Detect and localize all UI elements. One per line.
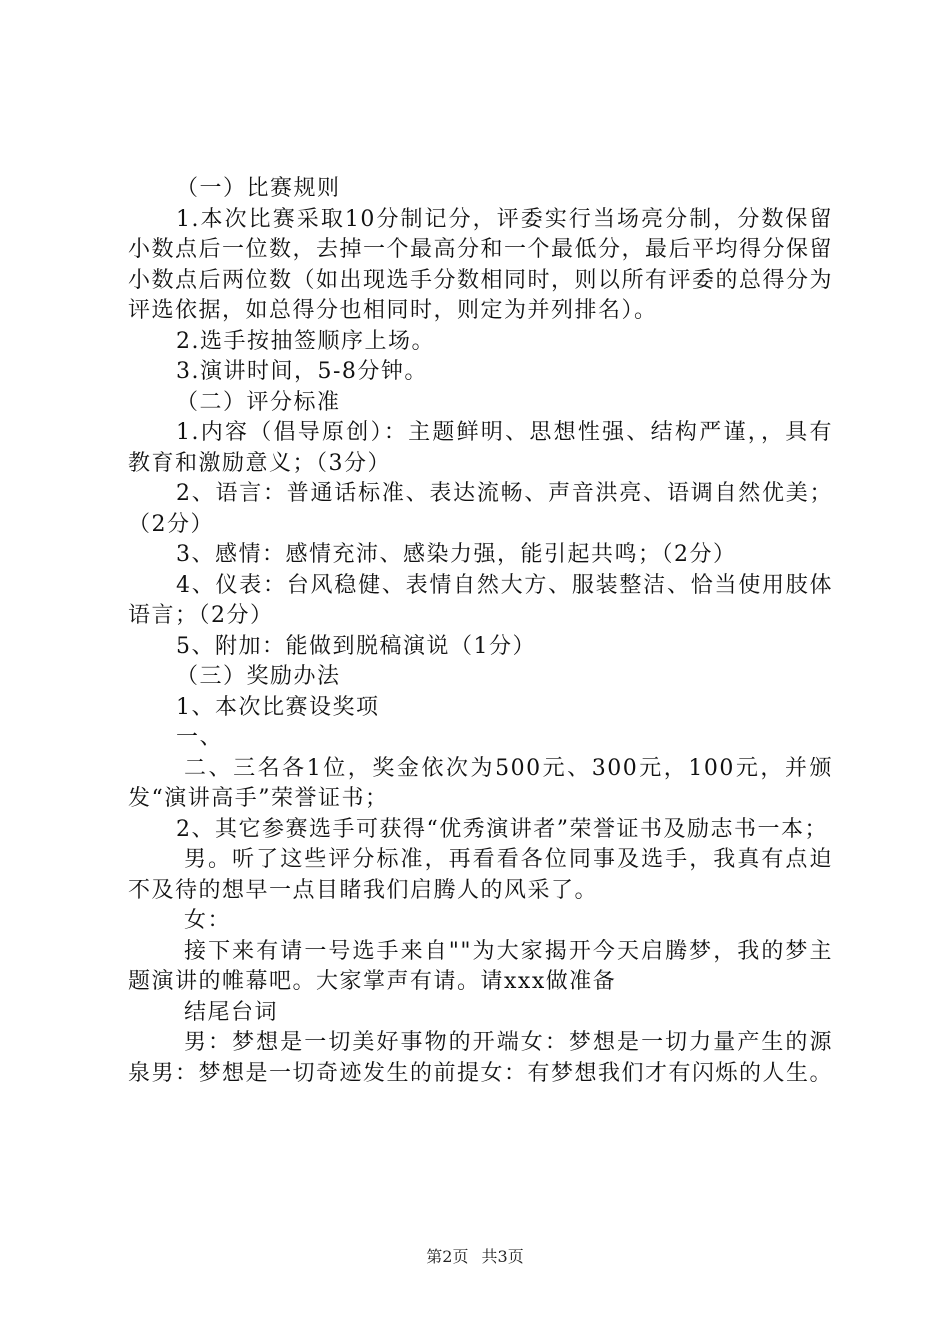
rule-paragraph-2: 2.选手按抽签顺序上场。: [176, 328, 435, 354]
host-female-label: 女：: [184, 908, 232, 933]
award-paragraph-1: 1、本次比赛设奖项: [176, 694, 380, 720]
document-body: [128, 174, 833, 1089]
section-heading-criteria: （二）评分标准: [176, 389, 341, 415]
criteria-paragraph-5: 5、附加：能做到脱稿演说（1分）: [176, 633, 536, 659]
section-heading-awards: （三）奖励办法: [176, 664, 341, 689]
rule-paragraph-1: 1.本次比赛采取10分制记分，评委实行当场亮分制，分数保留小数点后一位数，去掉一个最高分和一个最低分，最后平均得分保留小数点后两位数（如出现选手分数相同时，则以所有评委的总得分为评选依据，如总得分也相同时，则定为并列排名）。: [128, 206, 834, 323]
page-number-current: 第2页: [426, 1247, 469, 1266]
criteria-paragraph-4: 4、仪表：台风稳健、表情自然大方、服装整洁、恰当使用肢体语言；（2分）: [128, 572, 833, 628]
award-paragraph-1a: 一、: [176, 725, 224, 750]
criteria-paragraph-1: 1.内容（倡导原创）：主题鲜明、思想性强、结构严谨，，具有教育和激励意义；（3分）: [128, 420, 833, 476]
rule-paragraph-3: 3.演讲时间，5-8分钟。: [176, 359, 428, 384]
page-number-total: 共3页: [481, 1247, 524, 1266]
section-heading-rules: （一）比赛规则: [176, 176, 341, 201]
award-paragraph-1b: 二、三名各1位，奖金依次为500元、300元，100元，并颁发“演讲高手”荣誉证书；: [128, 755, 833, 811]
host-male-paragraph: 男。听了这些评分标准，再看看各位同事及选手，我真有点迫不及待的想早一点目睹我们启腾人的风采了。: [128, 847, 833, 903]
host-female-paragraph: 接下来有请一号选手来自""为大家揭开今天启腾梦，我的梦主题演讲的帷幕吧。大家掌声有请。请xxx做准备: [128, 938, 833, 994]
closing-heading: 结尾台词: [184, 999, 279, 1025]
closing-paragraph: 男：梦想是一切美好事物的开端女：梦想是一切力量产生的源泉男：梦想是一切奇迹发生的前提女：有梦想我们才有闪烁的人生。: [128, 1030, 834, 1086]
criteria-paragraph-3: 3、感情：感情充沛、感染力强，能引起共鸣；（2分）: [176, 542, 737, 567]
page-footer: [0, 1244, 950, 1267]
award-paragraph-2: 2、其它参赛选手可获得“优秀演讲者”荣誉证书及励志书一本；: [176, 816, 828, 842]
criteria-paragraph-2: 2、语言：普通话标准、表达流畅、声音洪亮、语调自然优美；（2分）: [128, 481, 833, 537]
